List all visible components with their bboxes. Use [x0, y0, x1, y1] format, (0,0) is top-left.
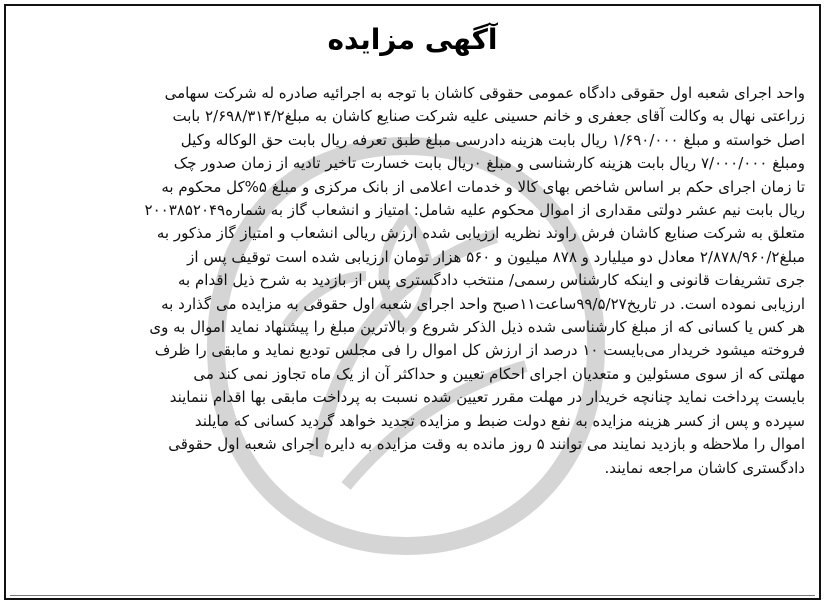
notice-line: اصل خواسته و مبلغ ۱/۶۹۰/۰۰۰ ریال بابت هزینه دادرسی مبلغ طبق تعرفه ریال بابت حق الوکاله وکیل	[180, 130, 805, 149]
notice-body	[22, 82, 805, 480]
notice-line: اموال را ملاحظه و بازدید نمایند می توانند ۵ روز مانده به وقت مزایده به دایره اجرای شعبه اول حقوقی	[168, 435, 805, 454]
notice-title: آگهی مزایده	[327, 23, 498, 56]
notice-line: زراعتی نهال به وکالت آقای جعفری و خانم حسینی علیه شرکت صنایع کاشان به مبلغ۲/۶۹۸/۳۱۴/۲ بابت	[172, 107, 805, 126]
notice-line: بایست پرداخت نماید چنانچه خریدار در مهلت مقرر تعیین شده نسبت به پرداخت مابقی بها اقدام ننمایند	[169, 388, 805, 407]
notice-line: تا زمان اجرای حکم بر اساس شاخص بهای کالا و خدمات اعلامی از بانک مرکزی و مبلغ ۵%کل محکوم به	[161, 177, 805, 196]
notice-line: متعلق به شرکت صنایع کاشان فرش راوند نظریه ارزیابی شده ارزش ریالی انشعاب و امتیاز گاز مذکور به	[156, 224, 805, 243]
notice-line: ومبلغ ۷/۰۰۰/۰۰۰ ریال بابت هزینه کارشناسی و مبلغ ۰ریال بابت خسارت تاخیر تادیه از زمان صدور چک	[173, 154, 805, 173]
notice-line: مهلتی که از سوی مسئولین و متعدیان اجرای احکام تعیین و حداکثر آن از یک ماه تجاوز نمی کند می	[193, 364, 805, 383]
notice-line: جری تشریفات قانونی و اینکه کارشناس رسمی/ منتخب دادگستری پس از بازدید به شرح ذیل اقدام به	[178, 271, 805, 290]
notice-line: ارزیابی نموده است. در تاریخ۹۹/۵/۲۷ساعت۱۱صبح واحد اجرای شعبه اول حقوقی به مزایده می گذارد به	[161, 294, 805, 313]
notice-line: واحد اجرای شعبه اول حقوقی دادگاه عمومی حقوقی کاشان با توجه به اجرائیه صادره له شرکت سهامی	[164, 84, 805, 102]
notice-frame	[4, 4, 821, 600]
notice-line: سپرده و پس از کسر هزینه مزایده به نفع دولت ضبط و مزایده تجدید خواهد گردید کسانی که مایلند	[194, 411, 805, 430]
notice-line: فروخته میشود خریدار می‌بایست ۱۰ درصد از ارزش کل اموال را فی مجلس تودیع نماید و مابقی را ظرف	[154, 341, 805, 360]
notice-line: مبلغ۲/۸۷۸/۹۶۰/۲ معادل دو میلیارد و ۸۷۸ میلیون و ۵۶۰ هزار تومان ارزیابی شده است توقیف پس از	[187, 247, 805, 266]
notice-line: هر کس یا کسانی که از مبلغ کارشناسی شده ذیل الذکر شروع و بالاترین مبلغ را پیشنهاد نماید اموال به وی	[149, 318, 805, 337]
notice-line: دادگستری کاشان مراجعه نمایند.	[604, 458, 805, 477]
bottom-divider	[10, 595, 815, 596]
notice-line: ریال بابت نیم عشر دولتی مقداری از اموال محکوم علیه شامل: امتیاز و انشعاب گاز به شماره۲۰۰۳۸۵۲۰۴۹	[144, 201, 805, 220]
